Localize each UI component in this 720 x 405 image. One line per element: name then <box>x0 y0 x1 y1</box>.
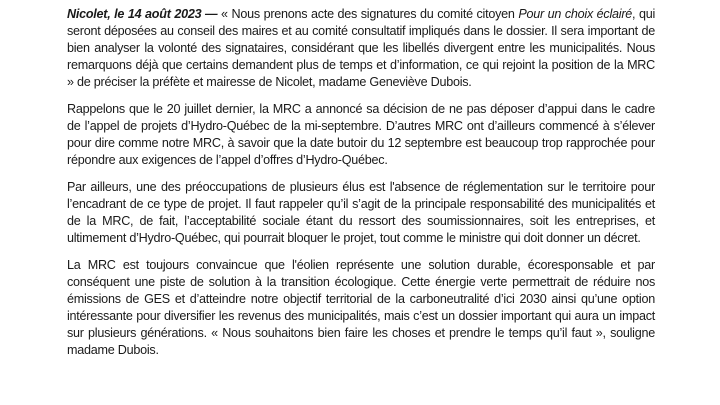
paragraph-concerns: Par ailleurs, une des préoccupations de plusieurs élus est l'absence de réglementation sur le territoire pour l’encadrant de ce type de projet. Il faut rappeler qu’il s’agit de la principale responsabilité des municipalités et de la MRC, de fait, l’acceptabilité sociale étant du ressort des soumissionnaires, soit les entreprises, et ultimement d’Hydro-Québec, qui pourrait bloquer le projet, tout comme le ministre qui doit donner un décret. <box>67 180 655 245</box>
dateline: Nicolet, le 14 août 2023 — <box>67 7 218 21</box>
paragraph-intro <box>67 6 655 91</box>
intro-text-start: « Nous prenons acte des signatures du comité citoyen <box>217 7 519 21</box>
paragraph-conclusion: La MRC est toujours convaincue que l'éolien représente une solution durable, écoresponsable et par conséquent une piste de solution à la transition écologique. Cette énergie verte permettrait de réduire nos émissions de GES et d’atteindre notre objectif territorial de la carboneutralité d’ici 2030 ainsi qu’une option intéressante pour diversifier les revenus des municipalités, mais c’est un dossier important qui aura un impact sur plusieurs générations. « Nous souhaitons bien faire les choses et prendre le temps qu’il faut », souligne madame Dubois. <box>67 258 655 357</box>
committee-name: Pour un choix éclairé <box>518 7 633 21</box>
paragraph-reminder: Rappelons que le 20 juillet dernier, la MRC a annoncé sa décision de ne pas déposer d’appui dans le cadre de l’appel de projets d’Hydro-Québec de la mi-septembre. D’autres MRC ont d’ailleurs commencé à s’élever pour dire comme notre MRC, à savoir que la date butoir du 12 septembre est beaucoup trop rapprochée pour répondre aux exigences de l’appel d’offres d’Hydro-Québec. <box>67 102 655 167</box>
intro-text-end: , qui seront déposées au conseil des maires et au comité consultatif impliqués dans le dossier. Il sera important de bien analyser la volonté des signataires, considérant que les libellés divergent entre les municipalités. Nous remarquons déjà que certains demandent plus de temps et d’information, ce qui rejoint la position de la MRC » de préciser la préfète et mairesse de Nicolet, madame Geneviève Dubois. <box>67 7 656 89</box>
document-page <box>67 6 655 369</box>
